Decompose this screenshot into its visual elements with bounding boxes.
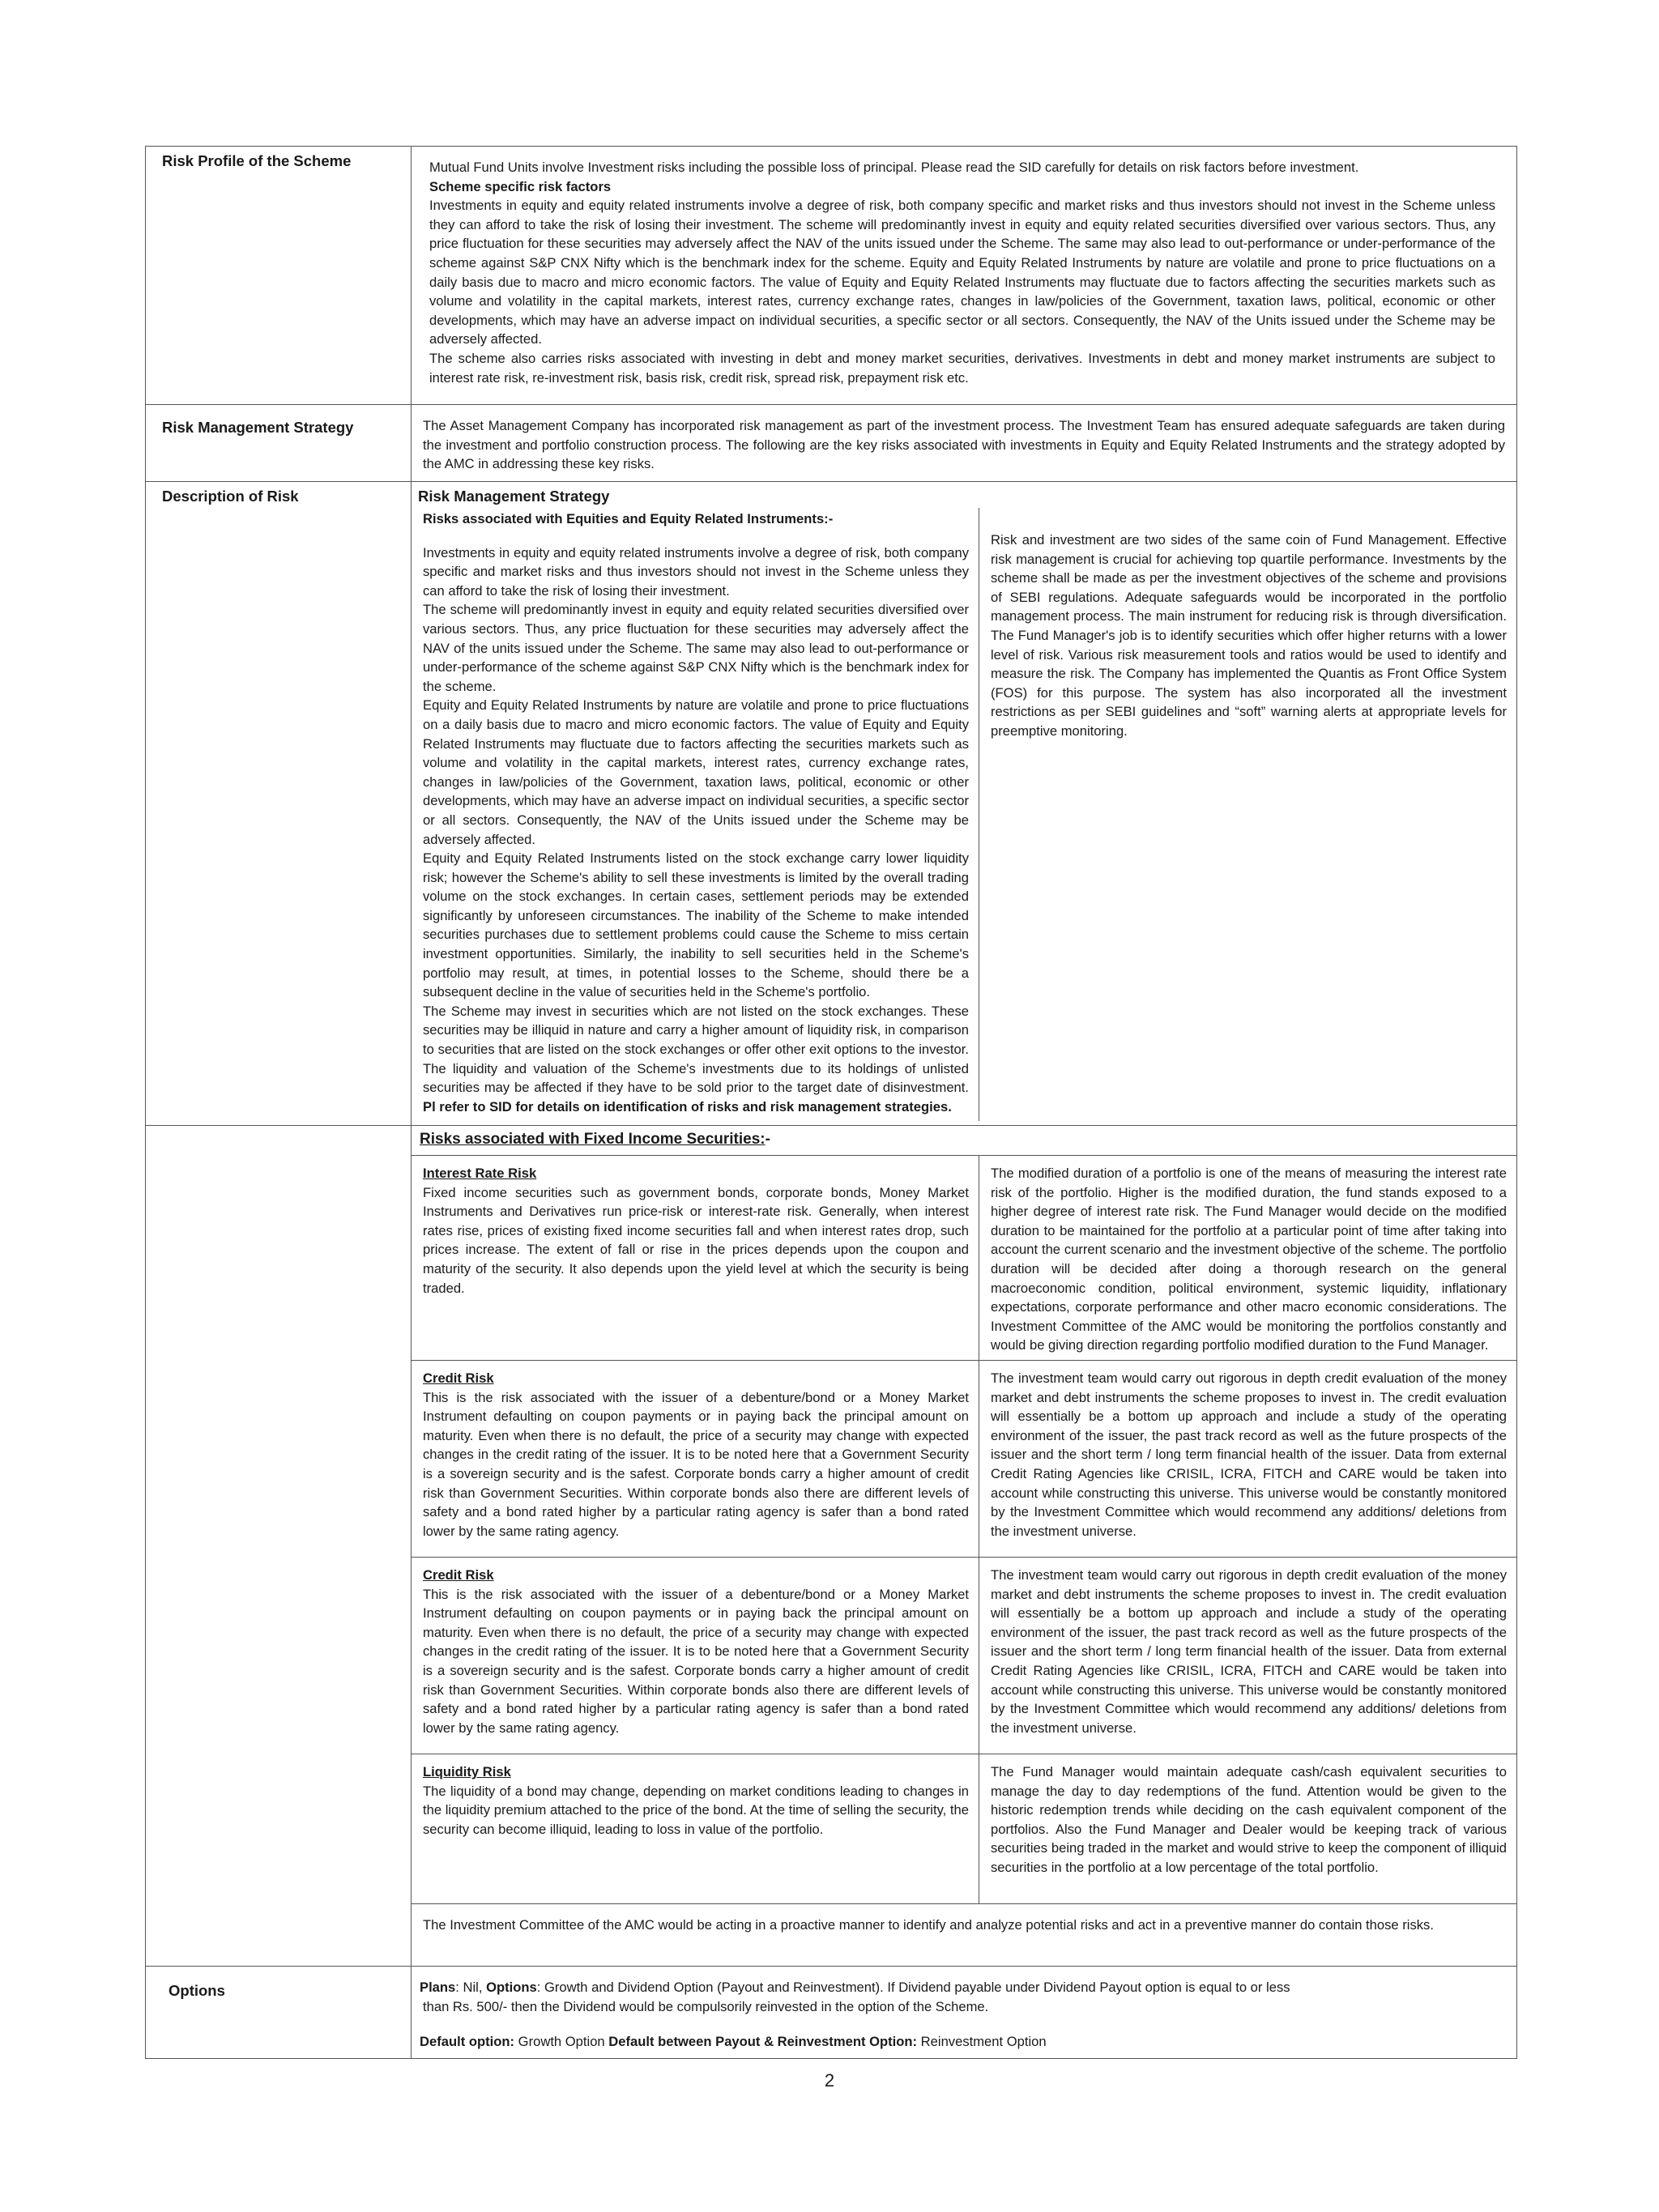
scheme-specific-heading: Scheme specific risk factors (429, 178, 612, 194)
equity-risk-para4: Equity and Equity Related Instruments listed on the stock exchange carry lower liquidity risk; however the Scheme's ability to sell these investments is limited by the overall trading volume on the stock exchanges. In certain cases, settlement periods may be extended significantly by unforeseen circumstances. The inability of the Scheme to make intended securities purchases due to settlement problems could cause the Scheme to miss certain investment opportunities. Similarly, the inability to sell securities held in the Scheme's portfolio may result, at times, in potential losses to the Scheme, should there be a subsequent decline in the value of securities held in the Scheme's portfolio. (423, 850, 969, 1000)
page-number: 2 (824, 2070, 835, 2091)
credit-risk-title-2: Credit Risk (423, 1567, 494, 1583)
credit-risk-text: This is the risk associated with the issuer of a debenture/bond or a Money Market Instrument defaulting on coupon payments or in paying back the principal amount on maturity. Even when there is no default, the price of a security may change with expected changes in the credit rating of the issuer. It is to be noted here that a Government Security is a sovereign security and is the safest. Corporate bonds carry a higher amount of credit risk than Government Securities. Within corporate bonds also there are different levels of safety and a bond rated higher by a particular rating agency is safer than a bond rated lower by the same rating agency. (423, 1389, 969, 1539)
interest-rate-risk-row (412, 1156, 1516, 1361)
fixed-income-heading: Risks associated with Fixed Income Securities: (420, 1131, 766, 1148)
interest-rate-risk-strategy: The modified duration of a portfolio is one of the means of measuring the interest rate risk of the portfolio. Higher is the modified duration, the fund stands exposed to a higher degree of interest rate risk. The Fund Manager would decide on the modified duration to be maintained for the portfolio at a particular point of time after taking into account the current scenario and the investment objective of the scheme. The portfolio duration will be decided after doing a thorough research on the general macroeconomic condition, political environment, systemic liquidity, inflationary expectations, corporate performance and other macro economic considerations. The Investment Committee of the AMC would be monitoring the portfolios constantly and would be giving direction regarding portfolio modified duration to the Fund Manager. (991, 1166, 1507, 1353)
equity-risk-para1: Investments in equity and equity related instruments involve a degree of risk, both company specific and market risks and thus investors should not invest in the Scheme unless they can afford to take the risk of losing their investment. (423, 544, 969, 599)
equity-risk-para5: The Scheme may invest in securities which are not listed on the stock exchanges. These securities may be illiquid in nature and carry a higher amount of liquidity risk, in comparison to securities that are listed on the stock exchanges or offer other exit options to the investor. The liquidity and valuation of the Scheme's investments due to its holdings of unlisted securities may be affected if they have to be sold prior to the target date of disinvestment. Pl refer to SID for details on identification of risks and risk management strategies. (423, 1003, 969, 1115)
risk-profile-para1: Investments in equity and equity related instruments involve a degree of risk, both company specific and market risks and thus investors should not invest in the Scheme unless they can afford to take the risk of losing their investment. The scheme will predominantly invest in equity and equity related securities diversified over various sectors. Thus, any price fluctuation for these securities may adversely affect the NAV of the units issued under the Scheme. The same may also lead to out-performance or under-performance of the scheme against S&P CNX Nifty which is the benchmark index for the scheme. Equity and Equity Related Instruments by nature are volatile and prone to price fluctuations on a daily basis due to macro and micro economic factors. The value of Equity and Equity Related Instruments may fluctuate due to factors affecting the securities markets such as volume and volatility in the capital markets, interest rates, currency exchange rates, changes in law/policies of the Government, taxation laws, political, economic or other developments, which may have an adverse impact on individual securities, a specific sector or all sectors. Consequently, the NAV of the Units issued under the Scheme may be adversely affected. (429, 198, 1495, 347)
options-label: Options (168, 1982, 225, 1999)
dividend-reinvest-line: than Rs. 500/- then the Dividend would be compulsorily reinvested in the option of the Scheme. (423, 1998, 989, 2014)
investment-committee-note: The Investment Committee of the AMC would be acting in a proactive manner to identify and analyze potential risks and act in a preventive manner do contain those risks. (423, 1917, 1434, 1933)
risk-management-strategy-header: Risk Management Strategy (418, 488, 610, 505)
liquidity-risk-text: The liquidity of a bond may change, depending on market conditions leading to changes in the liquidity premium attached to the price of the bond. At the time of selling the security, the security can become illiquid, leading to loss in value of the portfolio. (423, 1783, 969, 1837)
fixed-income-row (146, 1126, 1517, 1967)
liquidity-risk-title: Liquidity Risk (423, 1764, 511, 1779)
credit-risk-title: Credit Risk (423, 1370, 494, 1386)
liquidity-risk-strategy: The Fund Manager would maintain adequate cash/cash equivalent securities to manage the day to day redemptions of the fund. Attention would be given to the historic redemption trends while deciding on the cash equivalent component of the portfolios. Also the Fund Manager and Dealer would be keeping track of various securities being traded in the market and would strive to keep the component of illiquid securities in the portfolio at a low percentage of the total portfolio. (991, 1764, 1507, 1875)
risk-management-text: The Asset Management Company has incorporated risk management as part of the investment process. The Investment Team has ensured adequate safeguards are taken during the investment and portfolio construction process. The following are the key risks associated with investments in Equity and Equity Related Instruments and the strategy adopted by the AMC in addressing these key risks. (423, 418, 1505, 472)
equity-risk-strategy: Risk and investment are two sides of the same coin of Fund Management. Effective risk management is crucial for achieving top quartile performance. Investments by the scheme shall be made as per the investment objectives of the scheme and provisions of SEBI regulations. Adequate safeguards would be incorporated in the portfolio management process. The main instrument for reducing risk is through diversification. The Fund Manager's job is to identify securities which offer higher returns with a lower level of risk. Various risk measurement tools and ratios would be used to identify and measure the risk. The Company has implemented the Quantis as Front Office System (FOS) for this purpose. The system has also incorporated all the investment restrictions as per SEBI guidelines and “soft” warning alerts at appropriate levels for preemptive monitoring. (991, 532, 1507, 739)
risk-management-label: Risk Management Strategy (162, 419, 354, 436)
equity-risk-para3: Equity and Equity Related Instruments by nature are volatile and prone to price fluctuations on a daily basis due to macro and micro economic factors. The value of Equity and Equity Related Instruments may fluctuate due to factors affecting the securities markets such as volume and volatility in the capital markets, interest rates, currency exchange rates, changes in law/policies of the Government, taxation laws, political, economic or other developments, which may have an adverse impact on individual securities, a specific sector or all sectors. Consequently, the NAV of the Units issued under the Scheme may be adversely affected. (423, 697, 969, 847)
options-row (146, 1967, 1517, 2059)
sid-reference-note: Pl refer to SID for details on identification of risks and risk management strategies. (423, 1098, 952, 1115)
risk-profile-intro: Mutual Fund Units involve Investment risks including the possible loss of principal. Please read the SID carefully for details on risk factors before investment. (429, 160, 1359, 175)
credit-risk-text-2: This is the risk associated with the issuer of a debenture/bond or a Money Market Instrument defaulting on coupon payments or in paying back the principal amount on maturity. Even when there is no default, the price of a security may change with expected changes in the credit rating of the issuer. It is to be noted here that a Government Security is a sovereign security and is the safest. Corporate bonds carry a higher amount of credit risk than Government Securities. Within corporate bonds also there are different levels of safety and a bond rated higher by a particular rating agency is safer than a bond rated lower by the same rating agency. (423, 1586, 969, 1736)
interest-rate-risk-title: Interest Rate Risk (423, 1166, 537, 1181)
risk-management-row (146, 405, 1517, 482)
credit-risk-row-2 (412, 1558, 1516, 1754)
description-of-risk-row (146, 482, 1517, 1126)
fixed-income-heading-wrap: Risks associated with Fixed Income Securities:- (420, 1131, 770, 1148)
document-page (145, 146, 1517, 2059)
equity-risk-heading: Risks associated with Equities and Equity Related Instruments:- (423, 511, 834, 526)
equity-risk-table (412, 508, 1516, 1121)
risk-profile-row (146, 147, 1517, 405)
fixed-income-table (412, 1155, 1516, 1966)
closing-row (412, 1904, 1516, 1967)
description-of-risk-label: Description of Risk (162, 488, 299, 505)
scheme-info-table (145, 146, 1517, 2059)
plans-options-line: Plans: Nil, Options: Growth and Dividend Option (Payout and Reinvestment). If Dividend payable under Dividend Payout option is equal to or less (420, 1980, 1290, 1995)
credit-risk-row (412, 1361, 1516, 1558)
liquidity-risk-row (412, 1754, 1516, 1904)
credit-risk-strategy: The investment team would carry out rigorous in depth credit evaluation of the money market and debt instruments the scheme proposes to invest in. The credit evaluation will essentially be a bottom up approach and include a study of the operating environment of the issuer, the past track record as well as the future prospects of the issuer and the short term / long term financial health of the issuer. Data from external Credit Rating Agencies like CRISIL, ICRA, FITCH and CARE would be taken into account while constructing this universe. This universe would be constantly monitored by the Investment Committee which would recommend any additions/ deletions from the investment universe. (991, 1370, 1507, 1539)
default-option-line: Default option: Growth Option Default between Payout & Reinvestment Option: Reinvestment Option (420, 2034, 1047, 2050)
equity-risk-para2: The scheme will predominantly invest in equity and equity related securities diversified over various sectors. Thus, any price fluctuation for these securities may adversely affect the NAV of the units issued under the Scheme. The same may also lead to out-performance or under-performance of the scheme against S&P CNX Nifty which is the benchmark index for the scheme. (423, 602, 969, 694)
risk-profile-label: Risk Profile of the Scheme (162, 152, 352, 169)
credit-risk-strategy-2: The investment team would carry out rigorous in depth credit evaluation of the money market and debt instruments the scheme proposes to invest in. The credit evaluation will essentially be a bottom up approach and include a study of the operating environment of the issuer, the past track record as well as the future prospects of the issuer and the short term / long term financial health of the issuer. Data from external Credit Rating Agencies like CRISIL, ICRA, FITCH and CARE would be taken into account while constructing this universe. This universe would be constantly monitored by the Investment Committee which would recommend any additions/ deletions from the investment universe. (991, 1567, 1507, 1736)
risk-profile-para2: The scheme also carries risks associated with investing in debt and money market securities, derivatives. Investments in debt and money market instruments are subject to interest rate risk, re-investment risk, basis risk, credit risk, spread risk, prepayment risk etc. (429, 350, 1495, 386)
interest-rate-risk-text: Fixed income securities such as government bonds, corporate bonds, Money Market Instruments and Derivatives run price-risk or interest-rate risk. Generally, when interest rates rise, prices of existing fixed income securities fall and when interest rates drop, such prices increase. The extent of fall or rise in the prices depends upon the coupon and maturity of the security. It also depends upon the yield level at which the security is being traded. (423, 1184, 969, 1296)
